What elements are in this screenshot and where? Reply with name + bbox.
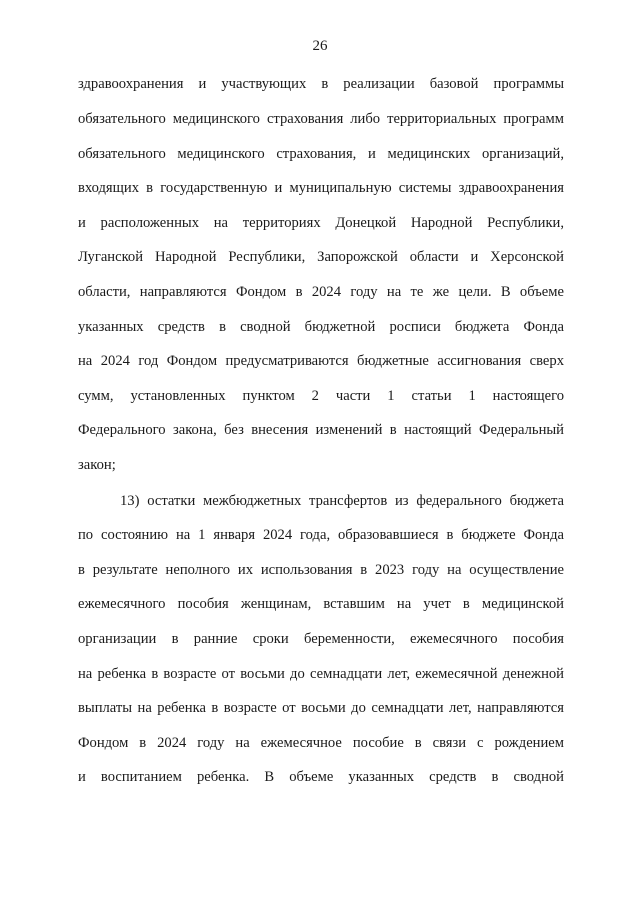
text-line: Луганской Народной Республики, Запорожской области и Херсонской	[78, 249, 564, 265]
text-line: области, направляются Фондом в 2024 году на те же цели. В объеме	[78, 284, 564, 300]
text-line: и воспитанием ребенка. В объеме указанных средств в сводной	[78, 769, 564, 785]
page-number: 26	[312, 38, 328, 54]
text-line: и расположенных на территориях Донецкой Народной Республики,	[78, 215, 564, 231]
text-line: Федерального закона, без внесения изменений в настоящий Федеральный	[78, 422, 564, 438]
text-line: обязательного медицинского страхования, и медицинских организаций,	[78, 146, 564, 162]
text-line: закон;	[78, 457, 116, 473]
text-line: сумм, установленных пунктом 2 части 1 статьи 1 настоящего	[78, 388, 564, 404]
text-line: здравоохранения и участвующих в реализации базовой программы	[78, 76, 564, 92]
text-line: обязательного медицинского страхования либо территориальных программ	[78, 111, 564, 127]
text-line: по состоянию на 1 января 2024 года, образовавшиеся в бюджете Фонда	[78, 527, 564, 543]
text-line: на ребенка в возрасте от восьми до семнадцати лет, ежемесячной денежной	[78, 666, 564, 682]
text-line: на 2024 год Фондом предусматриваются бюджетные ассигнования сверх	[78, 353, 564, 369]
text-line: указанных средств в сводной бюджетной росписи бюджета Фонда	[78, 319, 564, 335]
text-line: ежемесячного пособия женщинам, вставшим на учет в медицинской	[78, 596, 564, 612]
text-line: Фондом в 2024 году на ежемесячное пособие в связи с рождением	[78, 735, 564, 751]
paragraph-first-line: 13) остатки межбюджетных трансфертов из федерального бюджета	[120, 493, 564, 509]
text-line: выплаты на ребенка в возрасте от восьми до семнадцати лет, направляются	[78, 700, 564, 716]
text-line: входящих в государственную и муниципальную системы здравоохранения	[78, 180, 564, 196]
text-line: организации в ранние сроки беременности, ежемесячного пособия	[78, 631, 564, 647]
text-line: в результате неполного их использования в 2023 году на осуществление	[78, 562, 564, 578]
